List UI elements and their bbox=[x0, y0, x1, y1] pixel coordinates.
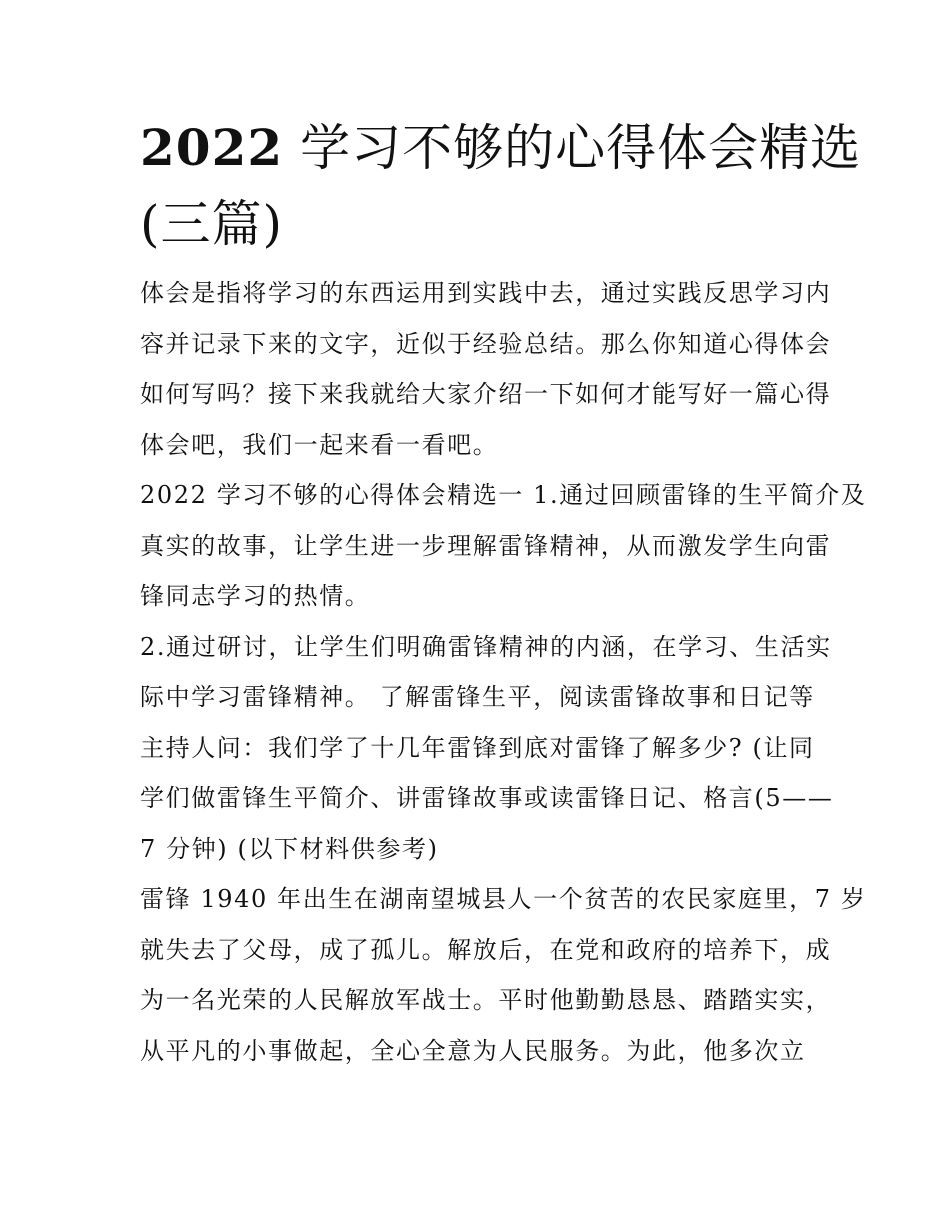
text-line: 学们做雷锋生平简介、讲雷锋故事或读雷锋日记、格言(5—— bbox=[140, 784, 834, 812]
text-line: 从平凡的小事做起，全心全意为人民服务。为此，他多次立 bbox=[140, 1036, 806, 1065]
text-line: 2.通过研讨，让学生们明确雷锋精神的内涵，在学习、生活实 bbox=[140, 632, 832, 661]
title-text: 学习不够的心得体会精选 bbox=[300, 119, 862, 177]
text-line: 际中学习雷锋精神。 了解雷锋生平，阅读雷锋故事和日记等 bbox=[140, 683, 815, 711]
text-line: 就失去了父母，成了孤儿。解放后，在党和政府的培养下，成 bbox=[140, 935, 832, 964]
text-line: 雷锋 1940 年出生在湖南望城县人一个贫苦的农民家庭里，7 岁 bbox=[140, 885, 867, 913]
text-line: 容并记录下来的文字，近似于经验总结。那么你知道心得体会 bbox=[140, 329, 832, 358]
text-line: 主持人问：我们学了十几年雷锋到底对雷锋了解多少? (让同 bbox=[140, 733, 815, 762]
section-one-paragraph bbox=[140, 470, 867, 622]
intro-paragraph bbox=[140, 268, 832, 470]
text-line: 锋同志学习的热情。 bbox=[140, 582, 371, 610]
text-line: 如何写吗？接下来我就给大家介绍一下如何才能写好一篇心得 bbox=[140, 380, 832, 408]
document-page bbox=[140, 110, 867, 1076]
text-line: 7 分钟) (以下材料供参考) bbox=[140, 834, 439, 863]
title-year: 2022 bbox=[140, 118, 284, 177]
text-line: 为一名光荣的人民解放军战士。平时他勤勤恳恳、踏踏实实， bbox=[140, 986, 832, 1014]
biography-paragraph bbox=[140, 874, 867, 1076]
title-line-1 bbox=[140, 110, 862, 186]
text-line: 体会吧，我们一起来看一看吧。 bbox=[140, 430, 499, 459]
text-line: 体会是指将学习的东西运用到实践中去，通过实践反思学习内 bbox=[140, 279, 832, 307]
text-line: 真实的故事，让学生进一步理解雷锋精神，从而激发学生向雷 bbox=[140, 531, 832, 560]
objective-two-paragraph bbox=[140, 622, 834, 875]
document-title bbox=[140, 110, 862, 262]
title-line-2: (三篇) bbox=[140, 195, 284, 253]
text-line: 2022 学习不够的心得体会精选一 1.通过回顾雷锋的生平简介及 bbox=[140, 481, 867, 509]
